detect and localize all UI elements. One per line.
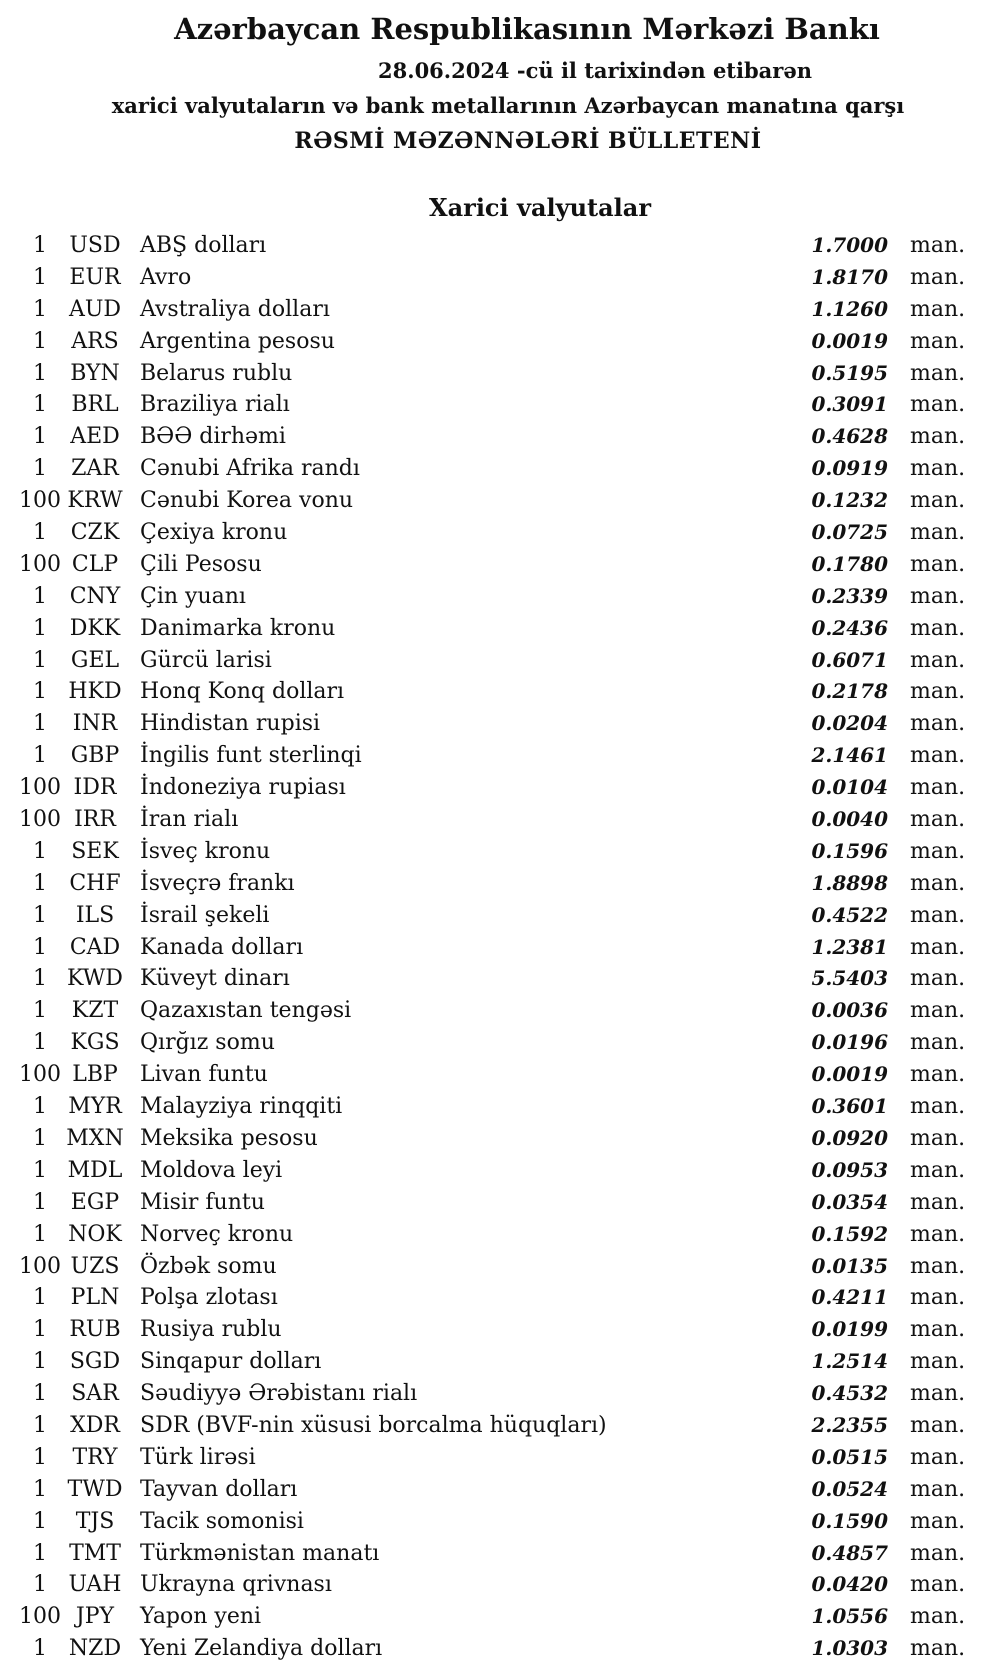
currency-name-cell: Cənubi Afrika randı xyxy=(140,456,360,482)
rate-cell: 0.0036 xyxy=(811,998,888,1023)
currency-code-cell: AUD xyxy=(68,296,122,322)
quantity-cell: 100 xyxy=(19,775,61,801)
quantity-cell: 1 xyxy=(33,615,47,641)
rate-cell: 1.8898 xyxy=(811,870,888,895)
unit-cell: man. xyxy=(910,1317,966,1343)
table-row xyxy=(0,995,1000,1027)
unit-cell: man. xyxy=(910,934,966,960)
quantity-cell: 1 xyxy=(33,1125,47,1151)
currency-name-cell: Braziliya rialı xyxy=(140,392,290,418)
table-row xyxy=(0,836,1000,868)
rate-cell: 0.2339 xyxy=(811,583,888,608)
currency-code-cell: XDR xyxy=(70,1412,120,1438)
quantity-cell: 100 xyxy=(19,1062,61,1088)
rate-cell: 0.2436 xyxy=(811,615,888,640)
currency-code-cell: IRR xyxy=(74,807,116,833)
currency-code-cell: ARS xyxy=(71,328,119,354)
currency-code-cell: JPY xyxy=(75,1604,115,1630)
unit-cell: man. xyxy=(910,424,966,450)
table-row xyxy=(0,1410,1000,1442)
currency-code-cell: INR xyxy=(72,711,118,737)
table-row xyxy=(0,358,1000,390)
table-row xyxy=(0,1027,1000,1059)
unit-cell: man. xyxy=(910,1508,966,1534)
rate-cell: 0.3091 xyxy=(811,392,888,417)
rate-cell: 0.4628 xyxy=(811,424,888,449)
unit-cell: man. xyxy=(910,966,966,992)
unit-cell: man. xyxy=(910,1285,966,1311)
rate-cell: 0.0920 xyxy=(811,1125,888,1150)
currency-code-cell: TMT xyxy=(69,1540,121,1566)
currency-code-cell: CAD xyxy=(69,934,121,960)
table-row xyxy=(0,1474,1000,1506)
table-row xyxy=(0,1378,1000,1410)
bulletin-subtitle: xarici valyutaların və bank metallarının Azərbaycan manatına qarşı xyxy=(111,93,905,118)
table-row xyxy=(0,1251,1000,1283)
unit-cell: man. xyxy=(910,1253,966,1279)
currency-code-cell: KGS xyxy=(70,1030,120,1056)
rate-cell: 2.2355 xyxy=(811,1412,888,1437)
quantity-cell: 1 xyxy=(33,424,47,450)
currency-name-cell: Yapon yeni xyxy=(140,1604,262,1630)
rate-cell: 0.0524 xyxy=(811,1476,888,1501)
unit-cell: man. xyxy=(910,1189,966,1215)
currency-name-cell: İsveç kronu xyxy=(140,838,271,864)
currency-name-cell: Belarus rublu xyxy=(140,360,293,386)
quantity-cell: 1 xyxy=(33,1412,47,1438)
unit-cell: man. xyxy=(910,1125,966,1151)
quantity-cell: 1 xyxy=(33,1349,47,1375)
table-row xyxy=(0,1282,1000,1314)
rate-cell: 1.2514 xyxy=(811,1349,888,1374)
currency-name-cell: Moldova leyi xyxy=(140,1157,283,1183)
rate-cell: 0.4522 xyxy=(811,902,888,927)
bank-title: Azərbaycan Respublikasının Mərkəzi Bankı xyxy=(174,12,880,46)
rate-cell: 0.0104 xyxy=(811,775,888,800)
quantity-cell: 100 xyxy=(19,807,61,833)
currency-name-cell: İndoneziya rupiası xyxy=(140,775,346,801)
rate-cell: 0.2178 xyxy=(811,679,888,704)
rate-cell: 0.1592 xyxy=(811,1221,888,1246)
quantity-cell: 1 xyxy=(33,392,47,418)
unit-cell: man. xyxy=(910,392,966,418)
table-row xyxy=(0,326,1000,358)
currency-name-cell: Türk lirəsi xyxy=(140,1444,256,1470)
rate-cell: 0.0019 xyxy=(811,328,888,353)
table-row xyxy=(0,1155,1000,1187)
unit-cell: man. xyxy=(910,583,966,609)
table-row xyxy=(0,1219,1000,1251)
unit-cell: man. xyxy=(910,1062,966,1088)
unit-cell: man. xyxy=(910,743,966,769)
quantity-cell: 1 xyxy=(33,1189,47,1215)
quantity-cell: 1 xyxy=(33,1317,47,1343)
currency-name-cell: Özbək somu xyxy=(140,1253,277,1279)
table-row xyxy=(0,740,1000,772)
currency-name-cell: Yeni Zelandiya dolları xyxy=(140,1636,383,1662)
currency-code-cell: NZD xyxy=(68,1636,122,1662)
quantity-cell: 100 xyxy=(19,488,61,514)
unit-cell: man. xyxy=(910,551,966,577)
currency-name-cell: Danimarka kronu xyxy=(140,615,336,641)
currency-code-cell: EGP xyxy=(70,1189,120,1215)
table-row xyxy=(0,676,1000,708)
table-row xyxy=(0,581,1000,613)
currency-code-cell: CLP xyxy=(71,551,119,577)
table-row xyxy=(0,549,1000,581)
unit-cell: man. xyxy=(910,711,966,737)
table-row xyxy=(0,963,1000,995)
currency-name-cell: Çili Pesosu xyxy=(140,551,262,577)
currency-name-cell: ABŞ dolları xyxy=(140,233,267,258)
currency-name-cell: Cənubi Korea vonu xyxy=(140,488,354,514)
unit-cell: man. xyxy=(910,1636,966,1662)
rate-cell: 0.0196 xyxy=(811,1030,888,1055)
currency-code-cell: KRW xyxy=(67,488,123,514)
quantity-cell: 1 xyxy=(33,1030,47,1056)
rate-cell: 0.0919 xyxy=(811,456,888,481)
table-row xyxy=(0,900,1000,932)
currency-name-cell: Türkmənistan manatı xyxy=(140,1540,380,1566)
table-row xyxy=(0,1123,1000,1155)
table-row xyxy=(0,1091,1000,1123)
rate-cell: 0.3601 xyxy=(811,1094,888,1119)
quantity-cell: 1 xyxy=(33,296,47,322)
table-row xyxy=(0,772,1000,804)
currency-name-cell: Çexiya kronu xyxy=(140,520,288,546)
quantity-cell: 1 xyxy=(33,902,47,928)
rate-cell: 0.6071 xyxy=(811,647,888,672)
quantity-cell: 1 xyxy=(33,1157,47,1183)
unit-cell: man. xyxy=(910,1221,966,1247)
rate-cell: 0.0040 xyxy=(811,807,888,832)
currency-code-cell: SEK xyxy=(71,838,119,864)
table-row xyxy=(0,230,1000,262)
table-row xyxy=(0,421,1000,453)
quantity-cell: 1 xyxy=(33,743,47,769)
quantity-cell: 100 xyxy=(19,1604,61,1630)
rate-cell: 0.1232 xyxy=(811,488,888,513)
quantity-cell: 1 xyxy=(33,934,47,960)
currency-code-cell: CNY xyxy=(69,583,121,609)
quantity-cell: 1 xyxy=(33,328,47,354)
currency-code-cell: AED xyxy=(70,424,120,450)
table-row xyxy=(0,1346,1000,1378)
currency-code-cell: PLN xyxy=(70,1285,120,1311)
currency-name-cell: Avstraliya dolları xyxy=(140,296,330,322)
quantity-cell: 1 xyxy=(33,966,47,992)
currency-name-cell: Kanada dolları xyxy=(140,934,304,960)
unit-cell: man. xyxy=(910,1094,966,1120)
table-row xyxy=(0,932,1000,964)
currency-name-cell: Honq Konq dolları xyxy=(140,679,345,705)
quantity-cell: 1 xyxy=(33,1540,47,1566)
currency-code-cell: CZK xyxy=(70,520,120,546)
table-row xyxy=(0,1538,1000,1570)
quantity-cell: 1 xyxy=(33,1444,47,1470)
currency-name-cell: İran rialı xyxy=(140,807,239,833)
currency-code-cell: HKD xyxy=(68,679,122,705)
quantity-cell: 1 xyxy=(33,583,47,609)
quantity-cell: 1 xyxy=(33,520,47,546)
table-row xyxy=(0,804,1000,836)
currency-code-cell: KWD xyxy=(67,966,123,992)
currency-code-cell: TRY xyxy=(72,1444,118,1470)
table-row xyxy=(0,485,1000,517)
quantity-cell: 1 xyxy=(33,838,47,864)
table-row xyxy=(0,389,1000,421)
rate-cell: 0.0019 xyxy=(811,1062,888,1087)
currency-name-cell: İngilis funt sterlinqi xyxy=(140,743,362,769)
rate-cell: 1.2381 xyxy=(811,934,888,959)
rate-cell: 0.1780 xyxy=(811,551,888,576)
table-row xyxy=(0,294,1000,326)
currency-name-cell: Tayvan dolları xyxy=(140,1476,298,1502)
rate-cell: 0.0725 xyxy=(811,520,888,545)
currency-name-cell: Norveç kronu xyxy=(140,1221,294,1247)
unit-cell: man. xyxy=(910,296,966,322)
rate-cell: 0.0420 xyxy=(811,1572,888,1597)
currency-name-cell: BƏƏ dirhəmi xyxy=(140,424,286,450)
currency-code-cell: ILS xyxy=(75,902,115,928)
quantity-cell: 100 xyxy=(19,551,61,577)
rate-cell: 0.5195 xyxy=(811,360,888,385)
currency-name-cell: Argentina pesosu xyxy=(140,328,335,354)
quantity-cell: 1 xyxy=(33,264,47,290)
currency-code-cell: NOK xyxy=(68,1221,122,1247)
unit-cell: man. xyxy=(910,1572,966,1598)
quantity-cell: 1 xyxy=(33,233,47,258)
rate-cell: 0.4211 xyxy=(811,1285,888,1310)
quantity-cell: 1 xyxy=(33,360,47,386)
rate-cell: 1.0303 xyxy=(811,1636,888,1661)
quantity-cell: 1 xyxy=(33,456,47,482)
table-row xyxy=(0,262,1000,294)
currency-name-cell: SDR (BVF-nin xüsusi borcalma hüquqları) xyxy=(140,1412,607,1438)
currency-code-cell: LBP xyxy=(72,1062,118,1088)
currency-code-cell: MXN xyxy=(66,1125,124,1151)
currency-code-cell: TWD xyxy=(67,1476,123,1502)
table-row xyxy=(0,453,1000,485)
table-row xyxy=(0,1569,1000,1601)
currency-name-cell: Rusiya rublu xyxy=(140,1317,282,1343)
quantity-cell: 100 xyxy=(19,1253,61,1279)
unit-cell: man. xyxy=(910,328,966,354)
effective-date-line: 28.06.2024 -cü il tarixindən etibarən xyxy=(378,58,812,83)
currency-code-cell: SGD xyxy=(69,1349,121,1375)
currency-code-cell: UAH xyxy=(68,1572,122,1598)
unit-cell: man. xyxy=(910,870,966,896)
unit-cell: man. xyxy=(910,360,966,386)
rate-cell: 1.8170 xyxy=(811,264,888,289)
currency-name-cell: Tacik somonisi xyxy=(140,1508,304,1534)
currency-code-cell: IDR xyxy=(73,775,117,801)
rate-cell: 1.7000 xyxy=(811,233,888,257)
unit-cell: man. xyxy=(910,647,966,673)
currency-name-cell: Avro xyxy=(140,264,192,290)
quantity-cell: 1 xyxy=(33,1476,47,1502)
currency-name-cell: Qırğız somu xyxy=(140,1030,275,1056)
currency-name-cell: Çin yuanı xyxy=(140,583,246,609)
currency-name-cell: Malayziya rinqqiti xyxy=(140,1094,343,1120)
currency-name-cell: Küveyt dinarı xyxy=(140,966,290,992)
currency-name-cell: İsrail şekeli xyxy=(140,902,270,928)
table-row xyxy=(0,1633,1000,1663)
currency-code-cell: TJS xyxy=(75,1508,115,1534)
table-row xyxy=(0,1601,1000,1633)
unit-cell: man. xyxy=(910,488,966,514)
currency-rate-table xyxy=(0,230,1000,1663)
unit-cell: man. xyxy=(910,902,966,928)
currency-name-cell: Meksika pesosu xyxy=(140,1125,318,1151)
rate-cell: 0.0199 xyxy=(811,1317,888,1342)
rate-cell: 0.0354 xyxy=(811,1189,888,1214)
table-row xyxy=(0,868,1000,900)
currency-name-cell: Misir funtu xyxy=(140,1189,265,1215)
currency-code-cell: CHF xyxy=(69,870,121,896)
rate-cell: 0.1590 xyxy=(811,1508,888,1533)
currency-name-cell: Hindistan rupisi xyxy=(140,711,321,737)
unit-cell: man. xyxy=(910,1540,966,1566)
unit-cell: man. xyxy=(910,233,966,258)
quantity-cell: 1 xyxy=(33,647,47,673)
unit-cell: man. xyxy=(910,615,966,641)
rate-cell: 0.0515 xyxy=(811,1444,888,1469)
quantity-cell: 1 xyxy=(33,679,47,705)
currency-code-cell: USD xyxy=(69,233,121,258)
unit-cell: man. xyxy=(910,807,966,833)
unit-cell: man. xyxy=(910,838,966,864)
currency-name-cell: İsveçrə frankı xyxy=(140,870,295,896)
currency-name-cell: Ukrayna qrivnası xyxy=(140,1572,332,1598)
table-row xyxy=(0,1314,1000,1346)
unit-cell: man. xyxy=(910,456,966,482)
unit-cell: man. xyxy=(910,1030,966,1056)
quantity-cell: 1 xyxy=(33,1285,47,1311)
rate-cell: 5.5403 xyxy=(811,966,888,991)
section-title-foreign-currencies: Xarici valyutalar xyxy=(429,193,651,222)
currency-name-cell: Qazaxıstan tengəsi xyxy=(140,998,352,1024)
rate-cell: 2.1461 xyxy=(811,743,888,768)
quantity-cell: 1 xyxy=(33,1221,47,1247)
unit-cell: man. xyxy=(910,1476,966,1502)
currency-code-cell: GEL xyxy=(70,647,120,673)
unit-cell: man. xyxy=(910,998,966,1024)
unit-cell: man. xyxy=(910,1444,966,1470)
quantity-cell: 1 xyxy=(33,1094,47,1120)
currency-code-cell: MDL xyxy=(67,1157,123,1183)
quantity-cell: 1 xyxy=(33,1381,47,1407)
table-row xyxy=(0,1187,1000,1219)
table-row xyxy=(0,613,1000,645)
table-row xyxy=(0,517,1000,549)
currency-code-cell: KZT xyxy=(71,998,119,1024)
quantity-cell: 1 xyxy=(33,998,47,1024)
currency-code-cell: SAR xyxy=(71,1381,119,1407)
currency-name-cell: Polşa zlotası xyxy=(140,1285,278,1311)
rate-cell: 0.0204 xyxy=(811,711,888,736)
quantity-cell: 1 xyxy=(33,1636,47,1662)
rate-cell: 0.4857 xyxy=(811,1540,888,1565)
currency-code-cell: BRL xyxy=(71,392,119,418)
quantity-cell: 1 xyxy=(33,1508,47,1534)
currency-name-cell: Səudiyyə Ərəbistanı rialı xyxy=(140,1381,418,1407)
rate-cell: 0.4532 xyxy=(811,1381,888,1406)
rate-cell: 0.1596 xyxy=(811,838,888,863)
currency-code-cell: DKK xyxy=(69,615,121,641)
rate-cell: 1.0556 xyxy=(811,1604,888,1629)
currency-code-cell: UZS xyxy=(70,1253,120,1279)
unit-cell: man. xyxy=(910,1349,966,1375)
quantity-cell: 1 xyxy=(33,711,47,737)
unit-cell: man. xyxy=(910,520,966,546)
currency-code-cell: GBP xyxy=(70,743,120,769)
table-row xyxy=(0,708,1000,740)
rate-cell: 1.1260 xyxy=(811,296,888,321)
currency-code-cell: BYN xyxy=(70,360,120,386)
unit-cell: man. xyxy=(910,1381,966,1407)
unit-cell: man. xyxy=(910,775,966,801)
rate-cell: 0.0953 xyxy=(811,1157,888,1182)
currency-code-cell: ZAR xyxy=(71,456,119,482)
currency-code-cell: EUR xyxy=(69,264,121,290)
unit-cell: man. xyxy=(910,1157,966,1183)
quantity-cell: 1 xyxy=(33,870,47,896)
table-row xyxy=(0,1442,1000,1474)
currency-name-cell: Livan funtu xyxy=(140,1062,268,1088)
rate-cell: 0.0135 xyxy=(811,1253,888,1278)
currency-code-cell: RUB xyxy=(69,1317,121,1343)
currency-name-cell: Sinqapur dolları xyxy=(140,1349,322,1375)
currency-code-cell: MYR xyxy=(68,1094,122,1120)
unit-cell: man. xyxy=(910,1412,966,1438)
unit-cell: man. xyxy=(910,1604,966,1630)
unit-cell: man. xyxy=(910,264,966,290)
table-row xyxy=(0,1506,1000,1538)
currency-name-cell: Gürcü larisi xyxy=(140,647,272,673)
table-row xyxy=(0,645,1000,677)
bulletin-title: RƏSMİ MƏZƏNNƏLƏRİ BÜLLETENİ xyxy=(294,128,762,154)
table-row xyxy=(0,1059,1000,1091)
unit-cell: man. xyxy=(910,679,966,705)
quantity-cell: 1 xyxy=(33,1572,47,1598)
